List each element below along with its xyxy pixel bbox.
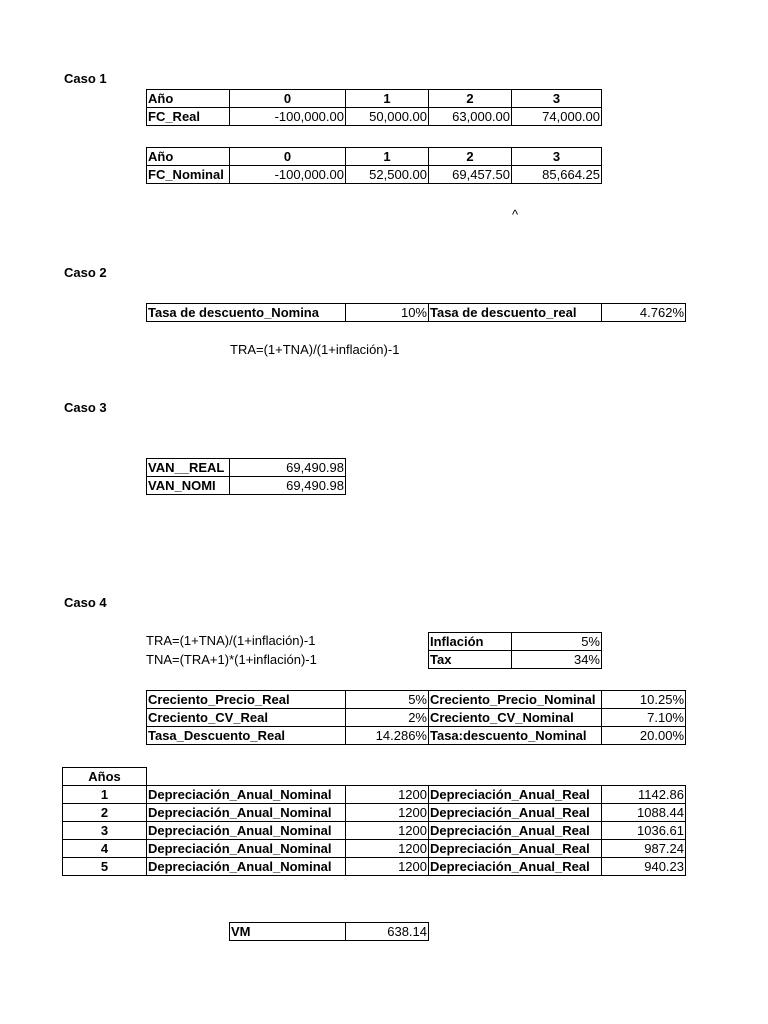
dep-real-label[interactable]: Depreciación_Anual_Real	[429, 858, 602, 876]
value-cell[interactable]: 85,664.25	[512, 166, 602, 184]
van-real-label[interactable]: VAN__REAL	[147, 459, 230, 477]
caso2-rates-table	[146, 303, 686, 322]
caso1-nominal-table	[146, 147, 602, 184]
vm-value[interactable]: 638.14	[346, 923, 429, 941]
empty-cell	[602, 768, 686, 786]
header-cell[interactable]: 1	[346, 148, 429, 166]
dep-real-value[interactable]: 1036.61	[602, 822, 686, 840]
caret-mark: ^	[512, 207, 519, 222]
table-row	[63, 858, 686, 876]
dep-real-label[interactable]: Depreciación_Anual_Real	[429, 786, 602, 804]
caso4-params-table	[428, 632, 602, 669]
table-header-row	[147, 90, 602, 108]
table-header-row	[147, 148, 602, 166]
table-row	[147, 459, 346, 477]
value-cell[interactable]: 50,000.00	[346, 108, 429, 126]
nominal-rate-label[interactable]: Tasa de descuento_Nomina	[147, 304, 346, 322]
caso3-title: Caso 3	[64, 400, 107, 415]
caso4-formula-tra: TRA=(1+TNA)/(1+inflación)-1	[146, 633, 316, 648]
year-cell[interactable]: 4	[63, 840, 147, 858]
header-cell[interactable]: 0	[230, 148, 346, 166]
tax-value[interactable]: 34%	[512, 651, 602, 669]
table-row	[147, 727, 686, 745]
real-rate-value[interactable]: 4.762%	[602, 304, 686, 322]
inflation-value[interactable]: 5%	[512, 633, 602, 651]
dep-real-value[interactable]: 1142.86	[602, 786, 686, 804]
rate-value[interactable]: 10.25%	[602, 691, 686, 709]
real-rate-label[interactable]: Tasa de descuento_real	[429, 304, 602, 322]
dep-nominal-label[interactable]: Depreciación_Anual_Nominal	[147, 858, 346, 876]
van-nominal-label[interactable]: VAN_NOMI	[147, 477, 230, 495]
caso4-formula-tna: TNA=(TRA+1)*(1+inflación)-1	[146, 652, 317, 667]
value-cell[interactable]: -100,000.00	[230, 166, 346, 184]
header-cell[interactable]: 0	[230, 90, 346, 108]
dep-real-value[interactable]: 1088.44	[602, 804, 686, 822]
table-row	[147, 709, 686, 727]
dep-real-label[interactable]: Depreciación_Anual_Real	[429, 840, 602, 858]
caso4-vm-table	[229, 922, 429, 941]
table-row	[63, 822, 686, 840]
table-header-row	[63, 768, 686, 786]
table-row	[63, 804, 686, 822]
table-row	[230, 923, 429, 941]
dep-nominal-label[interactable]: Depreciación_Anual_Nominal	[147, 822, 346, 840]
year-cell[interactable]: 2	[63, 804, 147, 822]
empty-cell	[147, 768, 346, 786]
dep-nominal-value[interactable]: 1200	[346, 858, 429, 876]
year-cell[interactable]: 3	[63, 822, 147, 840]
dep-real-value[interactable]: 987.24	[602, 840, 686, 858]
inflation-label[interactable]: Inflación	[429, 633, 512, 651]
table-row	[147, 304, 686, 322]
header-cell[interactable]: 1	[346, 90, 429, 108]
rate-label[interactable]: Tasa:descuento_Nominal	[429, 727, 602, 745]
dep-nominal-value[interactable]: 1200	[346, 804, 429, 822]
header-cell[interactable]: 2	[429, 148, 512, 166]
caso1-title: Caso 1	[64, 71, 107, 86]
empty-cell	[346, 768, 429, 786]
dep-real-label[interactable]: Depreciación_Anual_Real	[429, 804, 602, 822]
rate-label[interactable]: Creciento_Precio_Nominal	[429, 691, 602, 709]
dep-nominal-label[interactable]: Depreciación_Anual_Nominal	[147, 840, 346, 858]
table-row	[63, 840, 686, 858]
table-row	[147, 108, 602, 126]
row-label-cell[interactable]: FC_Real	[147, 108, 230, 126]
van-nominal-value[interactable]: 69,490.98	[230, 477, 346, 495]
dep-nominal-label[interactable]: Depreciación_Anual_Nominal	[147, 804, 346, 822]
rate-value[interactable]: 20.00%	[602, 727, 686, 745]
rate-label[interactable]: Creciento_CV_Nominal	[429, 709, 602, 727]
year-cell[interactable]: 1	[63, 786, 147, 804]
value-cell[interactable]: 63,000.00	[429, 108, 512, 126]
rate-value[interactable]: 2%	[346, 709, 429, 727]
table-row	[63, 786, 686, 804]
table-row	[429, 633, 602, 651]
dep-real-label[interactable]: Depreciación_Anual_Real	[429, 822, 602, 840]
rate-label[interactable]: Creciento_Precio_Real	[147, 691, 346, 709]
header-cell[interactable]: Año	[147, 90, 230, 108]
row-label-cell[interactable]: FC_Nominal	[147, 166, 230, 184]
caso4-growth-rates-table	[146, 690, 686, 745]
vm-label[interactable]: VM	[230, 923, 346, 941]
table-row	[429, 651, 602, 669]
rate-value[interactable]: 7.10%	[602, 709, 686, 727]
dep-real-value[interactable]: 940.23	[602, 858, 686, 876]
header-cell[interactable]: Año	[147, 148, 230, 166]
years-header-cell[interactable]: Años	[63, 768, 147, 786]
rate-value[interactable]: 5%	[346, 691, 429, 709]
caso2-formula: TRA=(1+TNA)/(1+inflación)-1	[230, 342, 400, 357]
caso4-depreciation-table	[62, 767, 686, 876]
rate-label[interactable]: Creciento_CV_Real	[147, 709, 346, 727]
year-cell[interactable]: 5	[63, 858, 147, 876]
table-row	[147, 477, 346, 495]
dep-nominal-value[interactable]: 1200	[346, 786, 429, 804]
header-cell[interactable]: 3	[512, 90, 602, 108]
van-real-value[interactable]: 69,490.98	[230, 459, 346, 477]
rate-value[interactable]: 14.286%	[346, 727, 429, 745]
value-cell[interactable]: 74,000.00	[512, 108, 602, 126]
value-cell[interactable]: -100,000.00	[230, 108, 346, 126]
caso4-title: Caso 4	[64, 595, 107, 610]
rate-label[interactable]: Tasa_Descuento_Real	[147, 727, 346, 745]
empty-cell	[429, 768, 602, 786]
table-row	[147, 166, 602, 184]
header-cell[interactable]: 3	[512, 148, 602, 166]
dep-nominal-value[interactable]: 1200	[346, 840, 429, 858]
value-cell[interactable]: 52,500.00	[346, 166, 429, 184]
dep-nominal-label[interactable]: Depreciación_Anual_Nominal	[147, 786, 346, 804]
value-cell[interactable]: 69,457.50	[429, 166, 512, 184]
table-row	[147, 691, 686, 709]
tax-label[interactable]: Tax	[429, 651, 512, 669]
caso1-real-table	[146, 89, 602, 126]
header-cell[interactable]: 2	[429, 90, 512, 108]
dep-nominal-value[interactable]: 1200	[346, 822, 429, 840]
caso2-title: Caso 2	[64, 265, 107, 280]
caso3-van-table	[146, 458, 346, 495]
nominal-rate-value[interactable]: 10%	[346, 304, 429, 322]
